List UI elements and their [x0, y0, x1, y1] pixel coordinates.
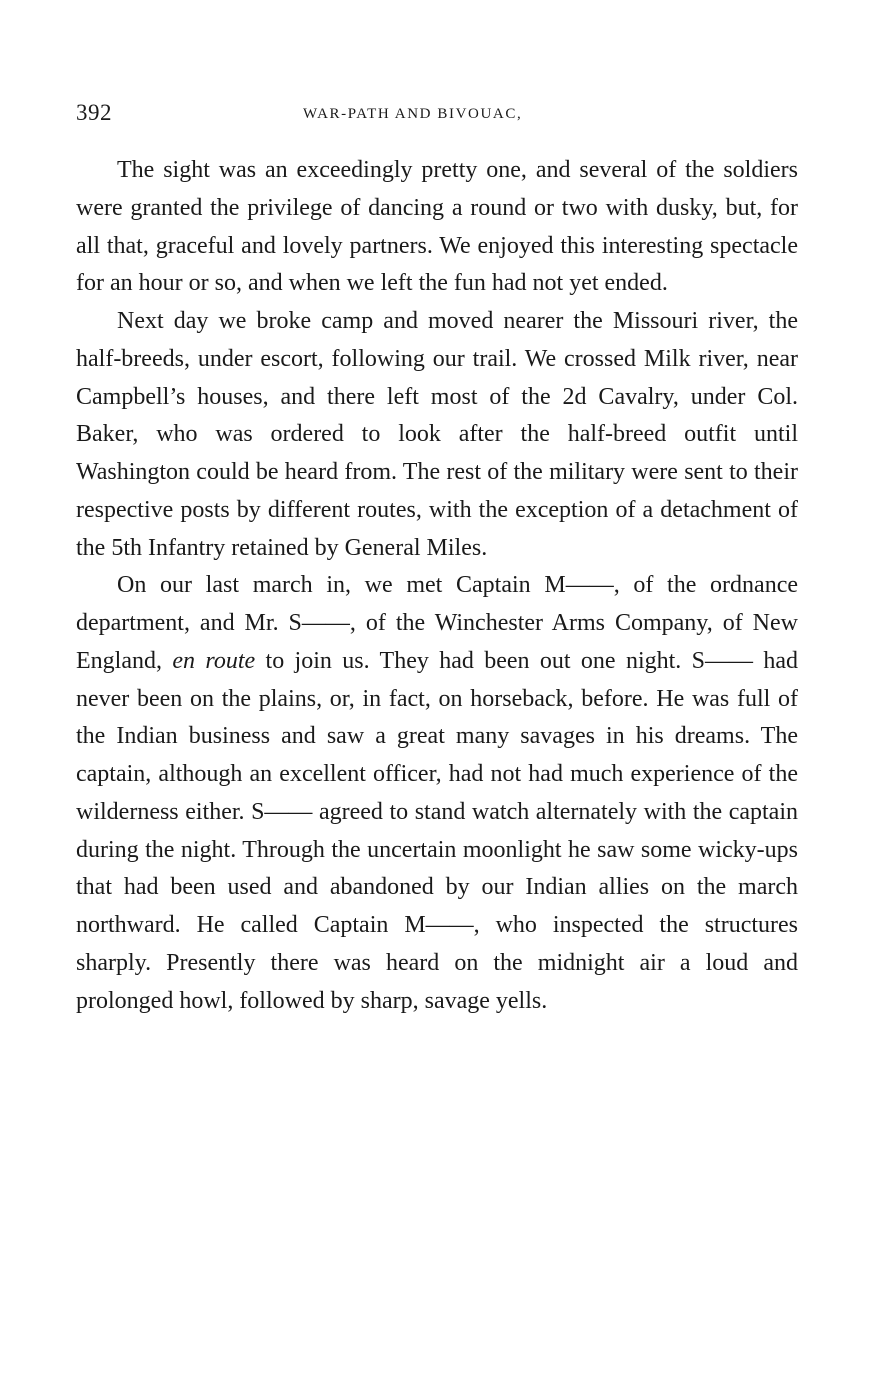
body-text	[76, 152, 798, 1020]
italic-phrase: en route	[172, 647, 256, 674]
paragraph: The sight was an exceedingly pretty one, and several of the soldiers were granted the privilege of dancing a round or two with dusky, but, for all that, graceful and lovely partners. We enjoyed this interesting spectacle for an hour or so, and when we left the fun had not yet ended.	[76, 157, 798, 297]
paragraph-text: to join us. They had been out one night. S—— had never been on the plains, or, in fact, on horseback, before. He was full of the Indian business and saw a great many savages in his dreams. The captain, although an excellent officer, had not had much experience of the wilderness either. S—— agreed to stand watch alternately with the captain during the night. Through the uncertain moonlight he saw some wicky-ups that had been used and abandoned by our Indian allies on the march northward. He called Captain M——, who inspected the structures sharply. Presently there was heard on the midnight air a loud and prolonged howl, followed by sharp, savage yells.	[76, 647, 799, 1014]
paragraph	[76, 567, 798, 1020]
page-number: 392	[76, 100, 112, 125]
paragraph-text: On our last march in, we met Captain M——, of the ordnance department, and Mr. S——, of the Winchester Arms Company, of New England,	[76, 572, 798, 674]
paragraph: Next day we broke camp and moved nearer the Missouri river, the half-breeds, under escort, following our trail. We crossed Milk river, near Campbell’s houses, and there left most of the 2d Cavalry, under Col. Baker, who was ordered to look after the half-breed outfit until Washington could be heard from. The rest of the military were sent to their respective posts by different routes, with the exception of a detachment of the 5th Infantry retained by General Miles.	[76, 308, 798, 561]
running-title: WAR-PATH AND BIVOUAC,	[303, 106, 523, 122]
running-head	[76, 100, 798, 130]
